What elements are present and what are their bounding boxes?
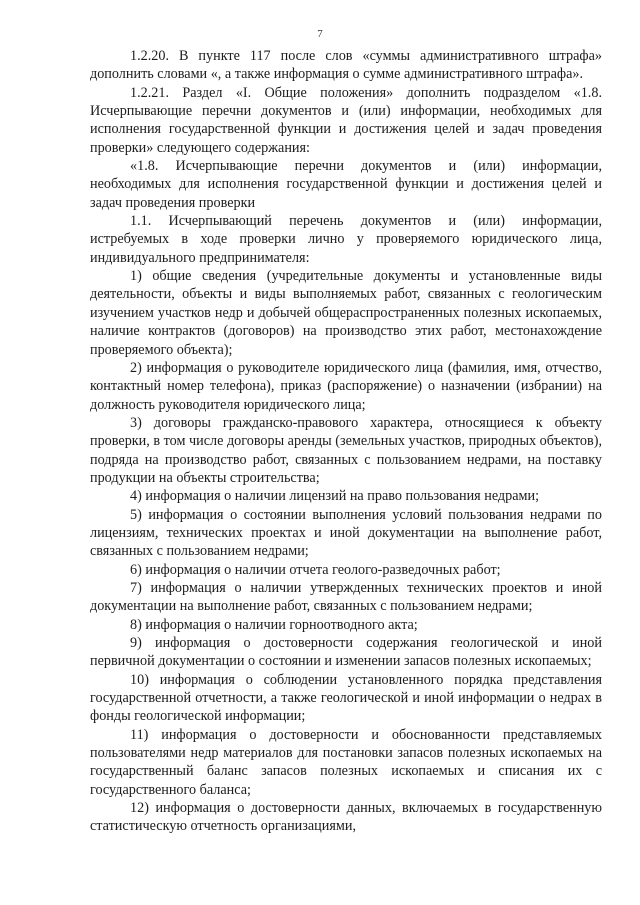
list-item-7: 7) информация о наличии утвержденных технических проектов и иной документации на выполнение работ, связанных с пользованием недрами; xyxy=(90,579,602,615)
document-body xyxy=(90,47,602,836)
list-item-9: 9) информация о достоверности содержания геологической и иной первичной документации о состоянии и изменении запасов полезных ископаемых; xyxy=(90,635,602,670)
paragraph-1-2-20: 1.2.20. В пункте 117 после слов «суммы административного штрафа» дополнить словами «, а также информация о сумме административного штрафа». xyxy=(90,48,602,83)
list-item-11: 11) информация о достоверности и обоснованности представляемых пользователями недр материалов для постановки запасов полезных ископаемых на государственный баланс запасов полезных ископаемых и списания их с государственного баланса; xyxy=(90,726,602,798)
list-item-3: 3) договоры гражданско-правового характера, относящиеся к объекту проверки, в том числе договоры аренды (земельных участков, природных объектов), подряда на производство работ, связанных с пользованием недрами, на поставку продукции на объекты строительства; xyxy=(90,414,602,486)
list-item-1: 1) общие сведения (учредительные документы и установленные виды деятельности, объекты и виды выполняемых работ, связанных с геологическим изучением участков недр и добычей общераспространенных полезных ископаемых, наличие контрактов (договоров) на производство этих работ, местонахождение проверяемого объекта); xyxy=(90,268,602,358)
list-item-6: 6) информация о наличии отчета геолого-разведочных работ; xyxy=(130,561,501,578)
list-item-8: 8) информация о наличии горноотводного акта; xyxy=(130,616,418,633)
list-item-2: 2) информация о руководителе юридического лица (фамилия, имя, отчество, контактный номер телефона), приказ (распоряжение) о назначении (избрании) на должность руководителя юридического лица; xyxy=(90,359,602,413)
list-item-4: 4) информация о наличии лицензий на право пользования недрами; xyxy=(130,488,540,505)
list-item-10: 10) информация о соблюдении установленного порядка представления государственной отчетности, а также геологической и иной информации о недрах в фонды геологической информации; xyxy=(90,671,602,725)
paragraph-1-2-21: 1.2.21. Раздел «I. Общие положения» дополнить подразделом «1.8. Исчерпывающие перечни документов и (или) информации, необходимых для исполнения государственной функции и достижения целей и задач проведения проверки» следующего содержания: xyxy=(90,84,602,156)
list-item-5: 5) информация о состоянии выполнения условий пользования недрами по лицензиям, технических проектах и иной документации на выполнение работ, связанных с пользованием недрами; xyxy=(90,506,602,560)
list-item-12: 12) информация о достоверности данных, включаемых в государственную статистическую отчетность организациями, xyxy=(90,800,602,835)
paragraph-1-1-list-intro: 1.1. Исчерпывающий перечень документов и (или) информации, истребуемых в ходе проверки лично у проверяемого юридического лица, индивидуального предпринимателя: xyxy=(90,213,602,266)
page-number: 7 xyxy=(317,28,323,40)
paragraph-1-8-heading: «1.8. Исчерпывающие перечни документов и (или) информации, необходимых для исполнения государственной функции и достижения целей и задач проведения проверки xyxy=(90,158,602,211)
